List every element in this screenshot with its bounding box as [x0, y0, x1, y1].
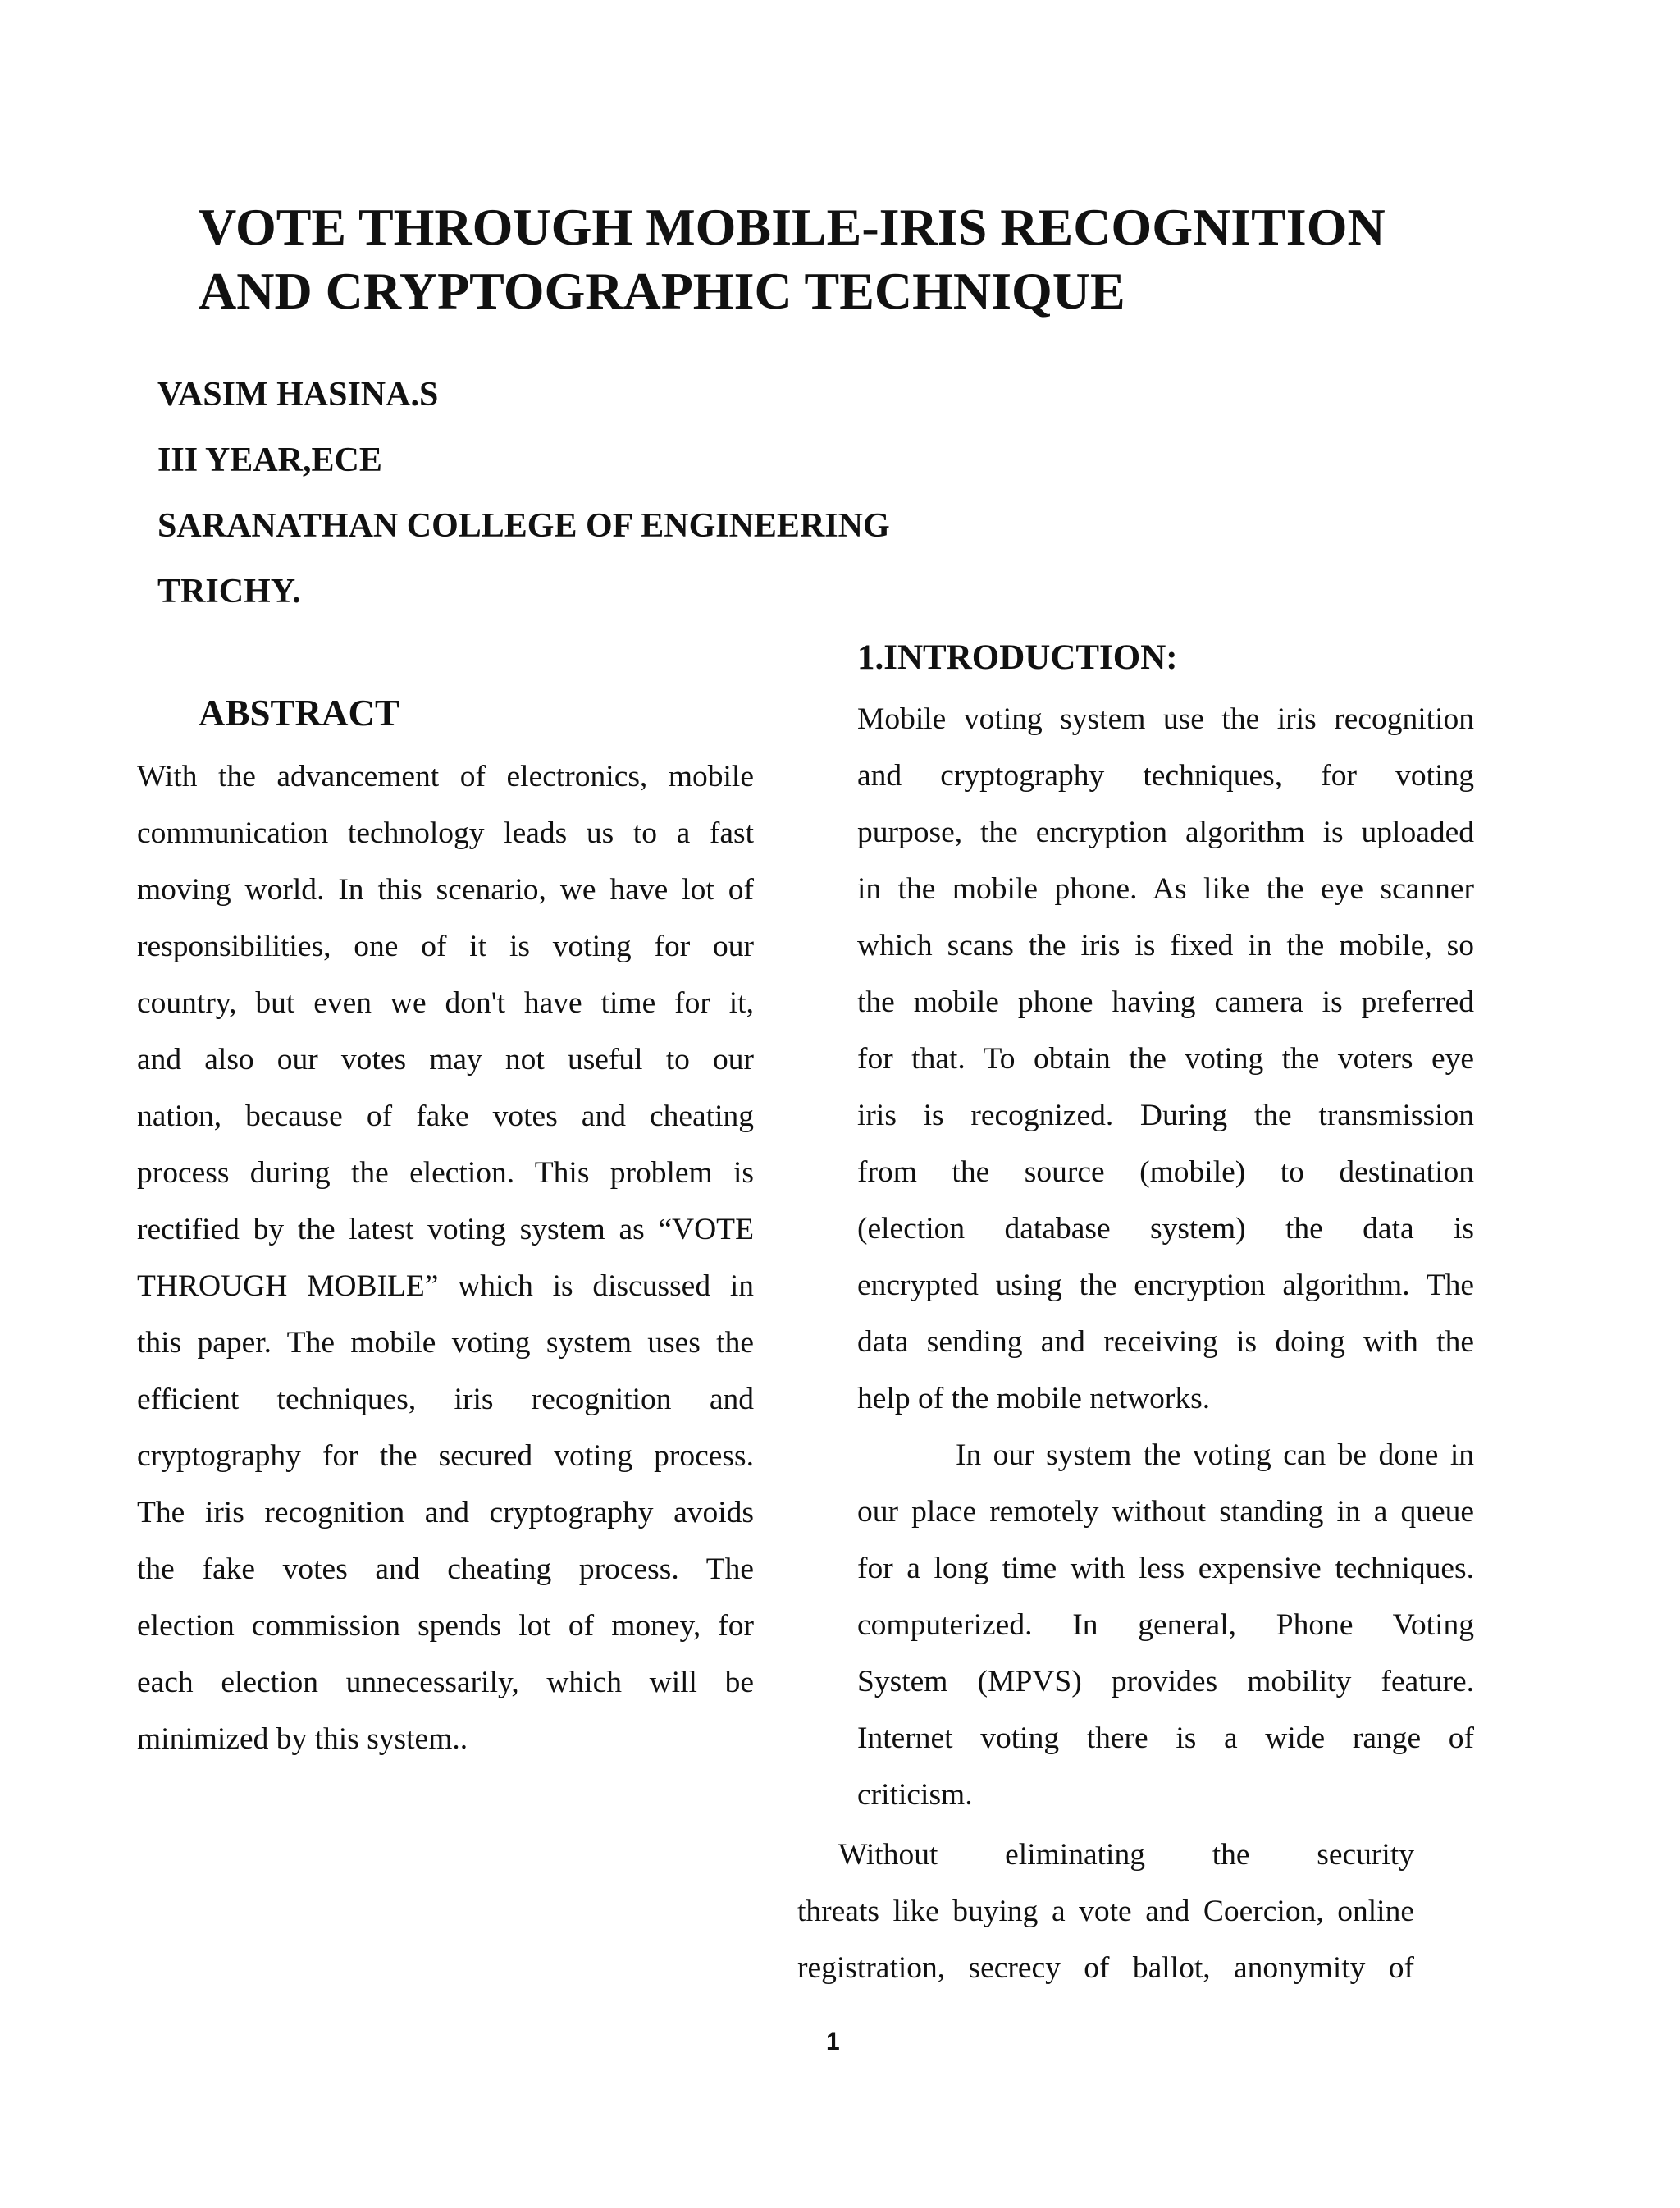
abstract-line: this paper. The mobile voting system uses the [137, 1326, 754, 1360]
abstract-line: country, but even we don't have time for it, [137, 986, 754, 1020]
abstract-line: efficient techniques, iris recognition and [137, 1383, 754, 1416]
abstract-line: responsibilities, one of it is voting for our [137, 930, 754, 963]
abstract-line: THROUGH MOBILE” which is discussed in [137, 1269, 754, 1303]
intro-line: from the source (mobile) to destination [857, 1155, 1474, 1189]
intro-line: registration, secrecy of ballot, anonymity of [797, 1951, 1414, 1985]
intro-line: in the mobile phone. As like the eye scanner [857, 872, 1474, 906]
intro-line: data sending and receiving is doing with the [857, 1325, 1474, 1359]
author-city: TRICHY. [158, 573, 301, 610]
intro-line: threats like buying a vote and Coercion, online [797, 1895, 1414, 1928]
introduction-heading: 1.INTRODUCTION: [857, 638, 1178, 677]
abstract-line: process during the election. This problem is [137, 1156, 754, 1190]
intro-line: purpose, the encryption algorithm is uploaded [857, 816, 1474, 849]
intro-line: iris is recognized. During the transmission [857, 1099, 1474, 1132]
introduction-body-continued [797, 1826, 1414, 1996]
intro-line: for a long time with less expensive techniques. [857, 1552, 1474, 1585]
intro-line: and cryptography techniques, for voting [857, 759, 1474, 793]
intro-line: Without eliminating the security [838, 1838, 1414, 1872]
intro-line: Internet voting there is a wide range of [857, 1721, 1474, 1755]
intro-line: for that. To obtain the voting the voters eye [857, 1042, 1474, 1076]
intro-line: help of the mobile networks. [857, 1382, 1211, 1415]
page-number: 1 [826, 2028, 840, 2055]
author-name: VASIM HASINA.S [158, 376, 439, 414]
intro-line: criticism. [857, 1778, 973, 1812]
author-year: III YEAR,ECE [158, 441, 382, 479]
abstract-line: With the advancement of electronics, mobile [137, 760, 754, 793]
intro-line: which scans the iris is fixed in the mobile, so [857, 929, 1474, 962]
intro-line: our place remotely without standing in a queue [857, 1495, 1474, 1529]
abstract-line: and also our votes may not useful to our [137, 1043, 754, 1077]
author-college: SARANATHAN COLLEGE OF ENGINEERING [158, 507, 890, 545]
intro-line: In our system the voting can be done in [956, 1438, 1474, 1472]
intro-line: Mobile voting system use the iris recognition [857, 702, 1474, 736]
abstract-line: rectified by the latest voting system as “VOTE [137, 1213, 754, 1246]
intro-line: encrypted using the encryption algorithm. The [857, 1269, 1474, 1302]
intro-line: the mobile phone having camera is preferred [857, 985, 1474, 1019]
abstract-line: cryptography for the secured voting process. [137, 1439, 754, 1473]
paper-title-line-1: VOTE THROUGH MOBILE-IRIS RECOGNITION [199, 198, 1386, 256]
introduction-body [857, 691, 1474, 1823]
abstract-line: moving world. In this scenario, we have lot of [137, 873, 754, 907]
intro-line: System (MPVS) provides mobility feature. [857, 1665, 1474, 1698]
abstract-line: nation, because of fake votes and cheating [137, 1099, 754, 1133]
abstract-line: The iris recognition and cryptography avoids [137, 1496, 754, 1529]
abstract-line: each election unnecessarily, which will be [137, 1666, 754, 1699]
abstract-line: minimized by this system.. [137, 1722, 468, 1756]
abstract-heading: ABSTRACT [199, 693, 400, 734]
paper-title-line-2: AND CRYPTOGRAPHIC TECHNIQUE [199, 262, 1125, 320]
abstract-line: the fake votes and cheating process. The [137, 1552, 754, 1586]
intro-line: (election database system) the data is [857, 1212, 1474, 1246]
intro-line: computerized. In general, Phone Voting [857, 1608, 1474, 1642]
abstract-body [137, 748, 754, 1767]
abstract-line: election commission spends lot of money, for [137, 1609, 754, 1643]
abstract-line: communication technology leads us to a fast [137, 816, 754, 850]
